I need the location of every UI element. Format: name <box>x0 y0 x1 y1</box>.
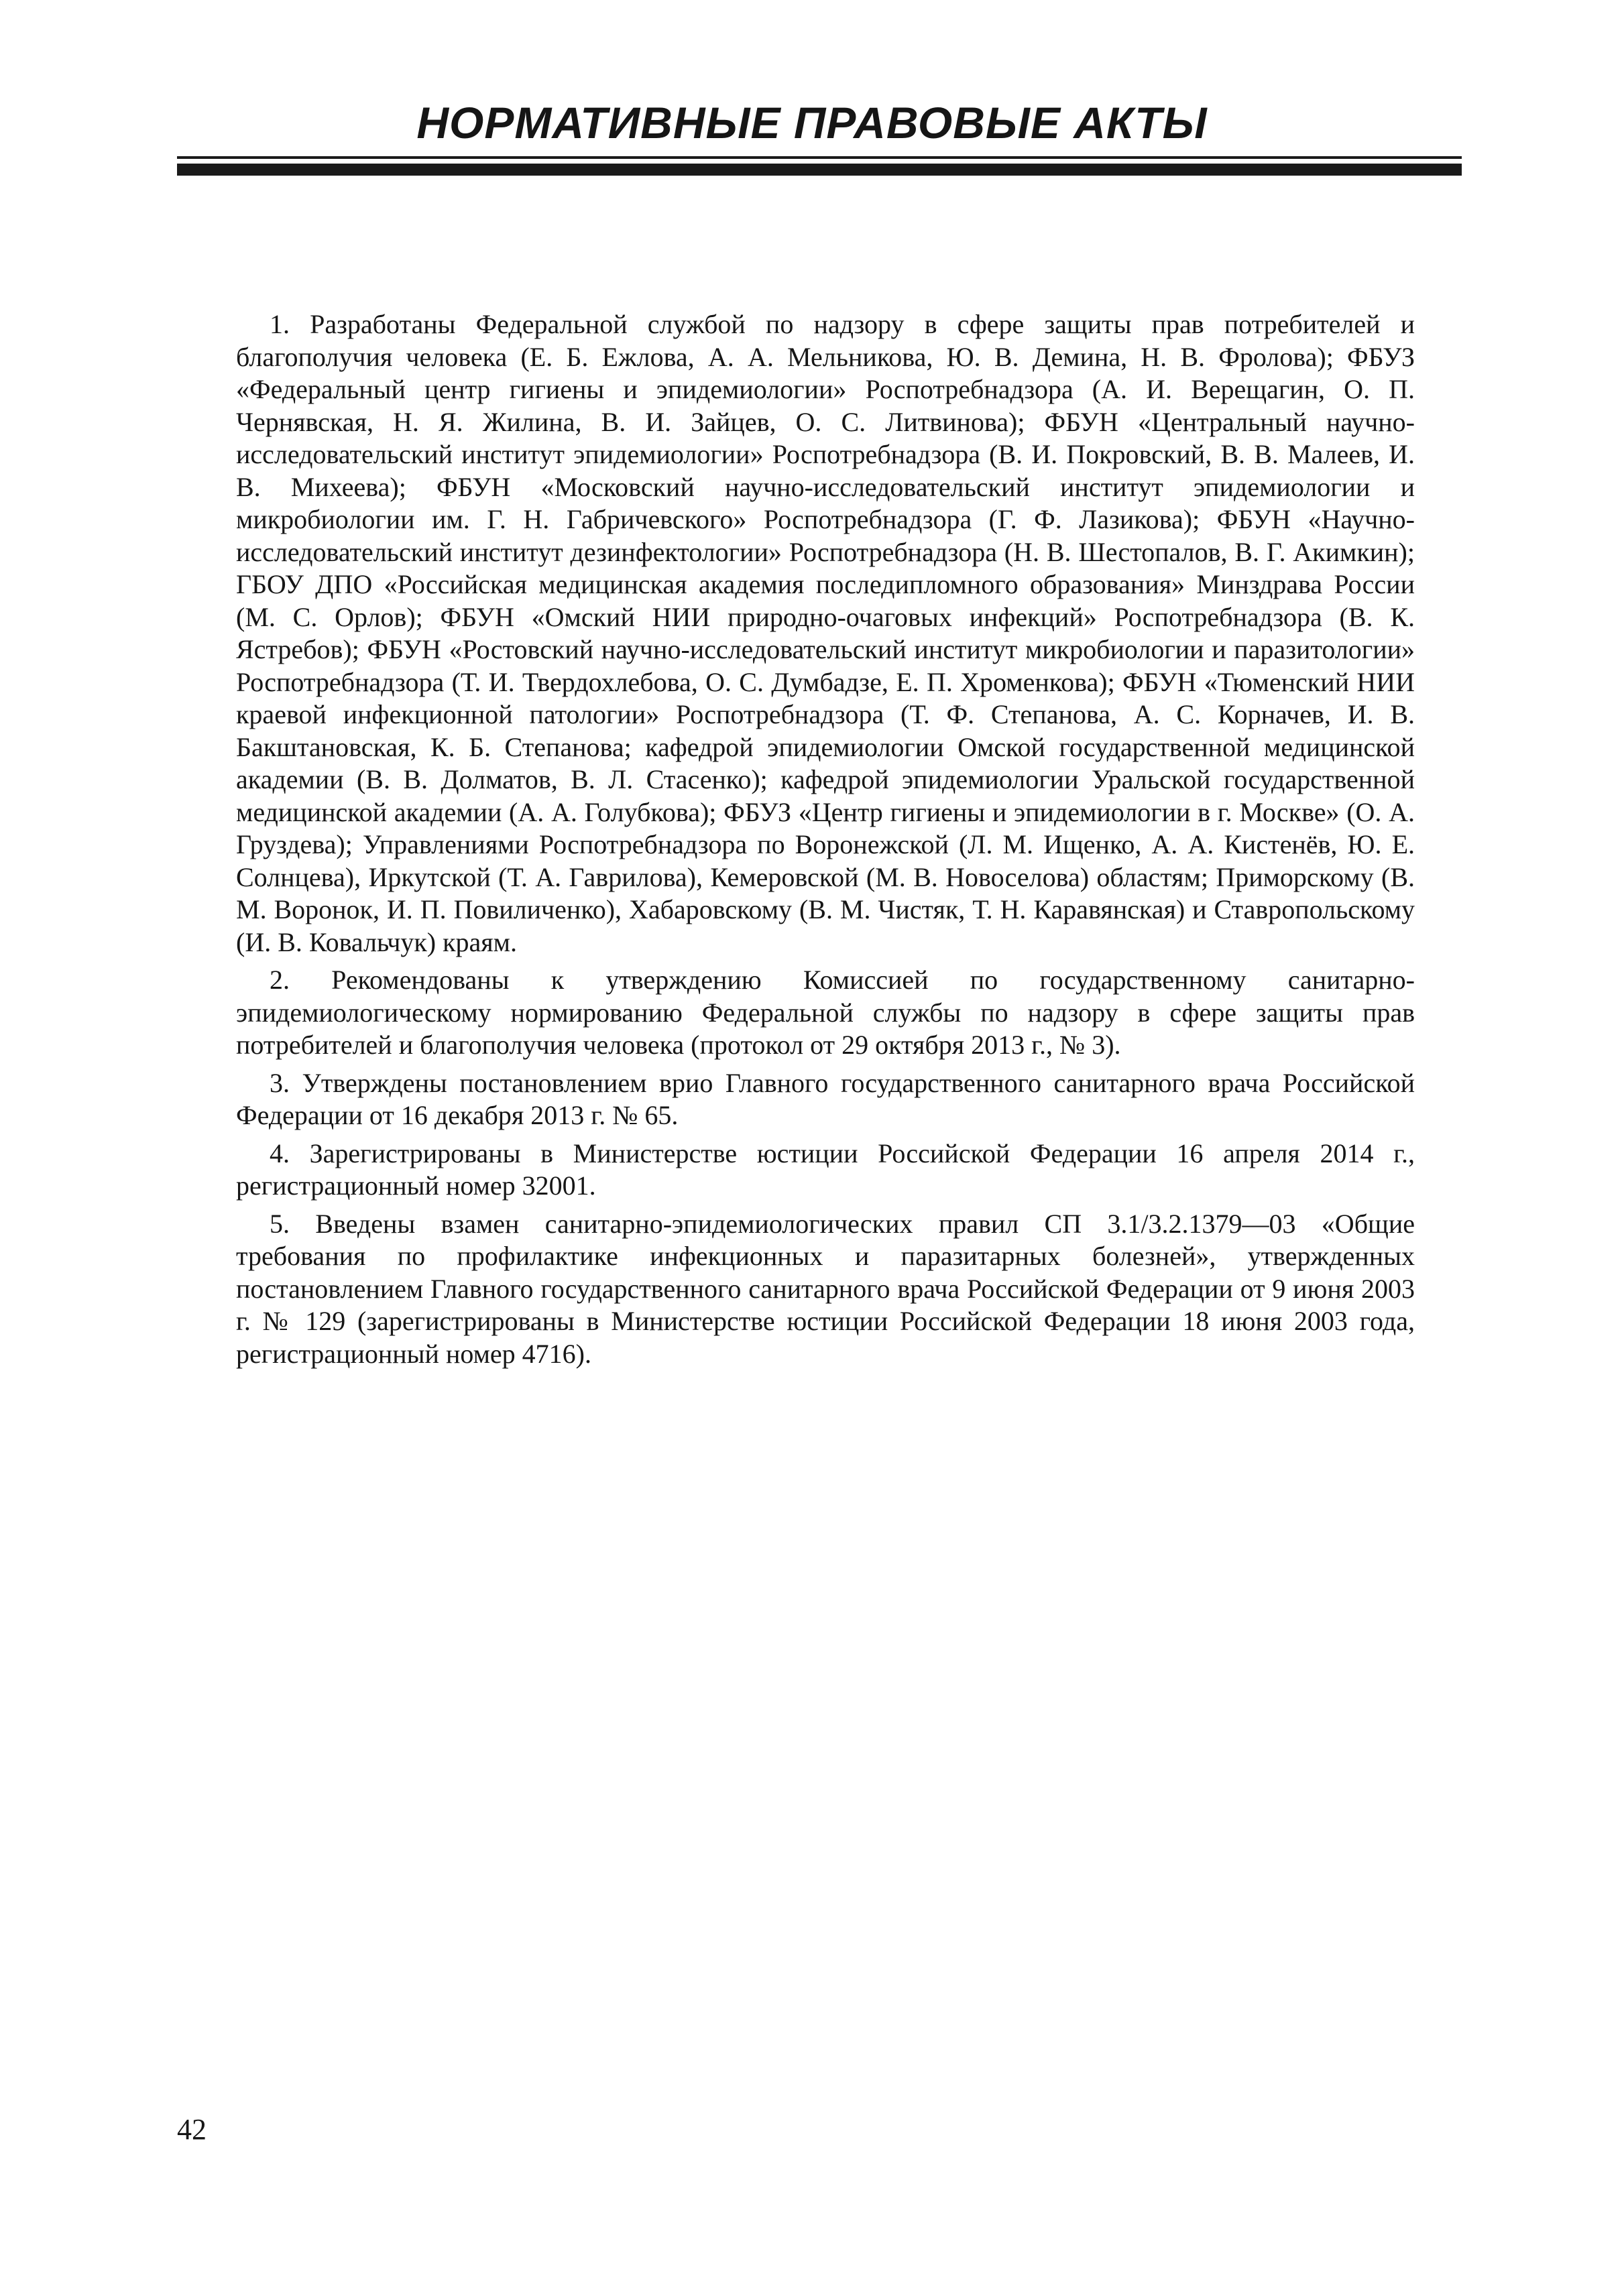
page-number: 42 <box>177 2113 207 2146</box>
paragraph-developers: 1. Разработаны Федеральной службой по надзору в сфере защиты прав потребителей и благополучия человека (Е. Б. Ежлова, А. А. Мельникова, Ю. В. Демина, Н. В. Фролова); ФБУЗ «Федеральный центр гигиены и эпидемиологии» Роспотребнадзора (А. И. Верещагин, О. П. Чернявская, Н. Я. Жилина, В. И. Зайцев, О. С. Литвинова); ФБУН «Центральный научно-исследовательский институт эпидемиологии» Роспотребнадзора (В. И. Покровский, В. В. Малеев, И. В. Михеева); ФБУН «Московский научно-исследовательский институт эпидемиологии и микробиологии им. Г. Н. Габричевского» Роспотребнадзора (Г. Ф. Лазикова); ФБУН «Научно-исследовательский институт дезинфектологии» Роспотребнадзора (Н. В. Шестопалов, В. Г. Акимкин); ГБОУ ДПО «Российская медицинская академия последипломного образования» Минздрава России (М. С. Орлов); ФБУН «Омский НИИ природно-очаговых инфекций» Роспотребнадзора (В. К. Ястребов); ФБУН «Ростовский научно-исследовательский институт микробиологии и паразитологии» Роспотребнадзора (Т. И. Твердохлебова, О. С. Думбадзе, Е. П. Хроменкова); ФБУН «Тюменский НИИ краевой инфекционной патологии» Роспотребнадзора (Т. Ф. Степанова, А. С. Корначев, И. В. Бакштановская, К. Б. Степанова; кафедрой эпидемиологии Омской государственной медицинской академии (В. В. Долматов, В. Л. Стасенко); кафедрой эпидемиологии Уральской государственной медицинской академии (А. А. Голубкова); ФБУЗ «Центр гигиены и эпидемиологии в г. Москве» (О. А. Груздева); Управлениями Роспотребнадзора по Воронежской (Л. М. Ищенко, А. А. Кистенёв, Ю. Е. Солнцева), Иркутской (Т. А. Гаврилова), Кемеровской (М. В. Новоселова) областям; Приморскому (В. М. Воронок, И. П. Повиличенко), Хабаровскому (В. М. Чистяк, Т. Н. Каравянская) и Ставропольскому (И. В. Ковальчук) краям. <box>236 309 1415 957</box>
header-rule-thin <box>177 156 1462 159</box>
document-body <box>236 308 1415 1370</box>
paragraph-replaces: 5. Введены взамен санитарно-эпидемиологических правил СП 3.1/3.2.1379—03 «Общие требования по профилактике инфекционных и паразитарных болезней», утвержденных постановлением Главного государственного санитарного врача Российской Федерации от 9 июня 2003 г. № 129 (зарегистрированы в Министерстве юстиции Российской Федерации 18 июня 2003 года, регистрационный номер 4716). <box>236 1208 1415 1369</box>
paragraph-recommended: 2. Рекомендованы к утверждению Комиссией по государственному санитарно-эпидемиологическому нормированию Федеральной службы по надзору в сфере защиты прав потребителей и благополучия человека (протокол от 29 октября 2013 г., № 3). <box>236 965 1415 1060</box>
paragraph-registered: 4. Зарегистрированы в Министерстве юстиции Российской Федерации 16 апреля 2014 г., регистрационный номер 32001. <box>236 1138 1415 1201</box>
header-rule-thick <box>177 164 1462 176</box>
section-title: НОРМАТИВНЫЕ ПРАВОВЫЕ АКТЫ <box>416 98 1208 147</box>
paragraph-approved: 3. Утверждены постановлением врио Главного государственного санитарного врача Российской Федерации от 16 декабря 2013 г. № 65. <box>236 1067 1415 1130</box>
